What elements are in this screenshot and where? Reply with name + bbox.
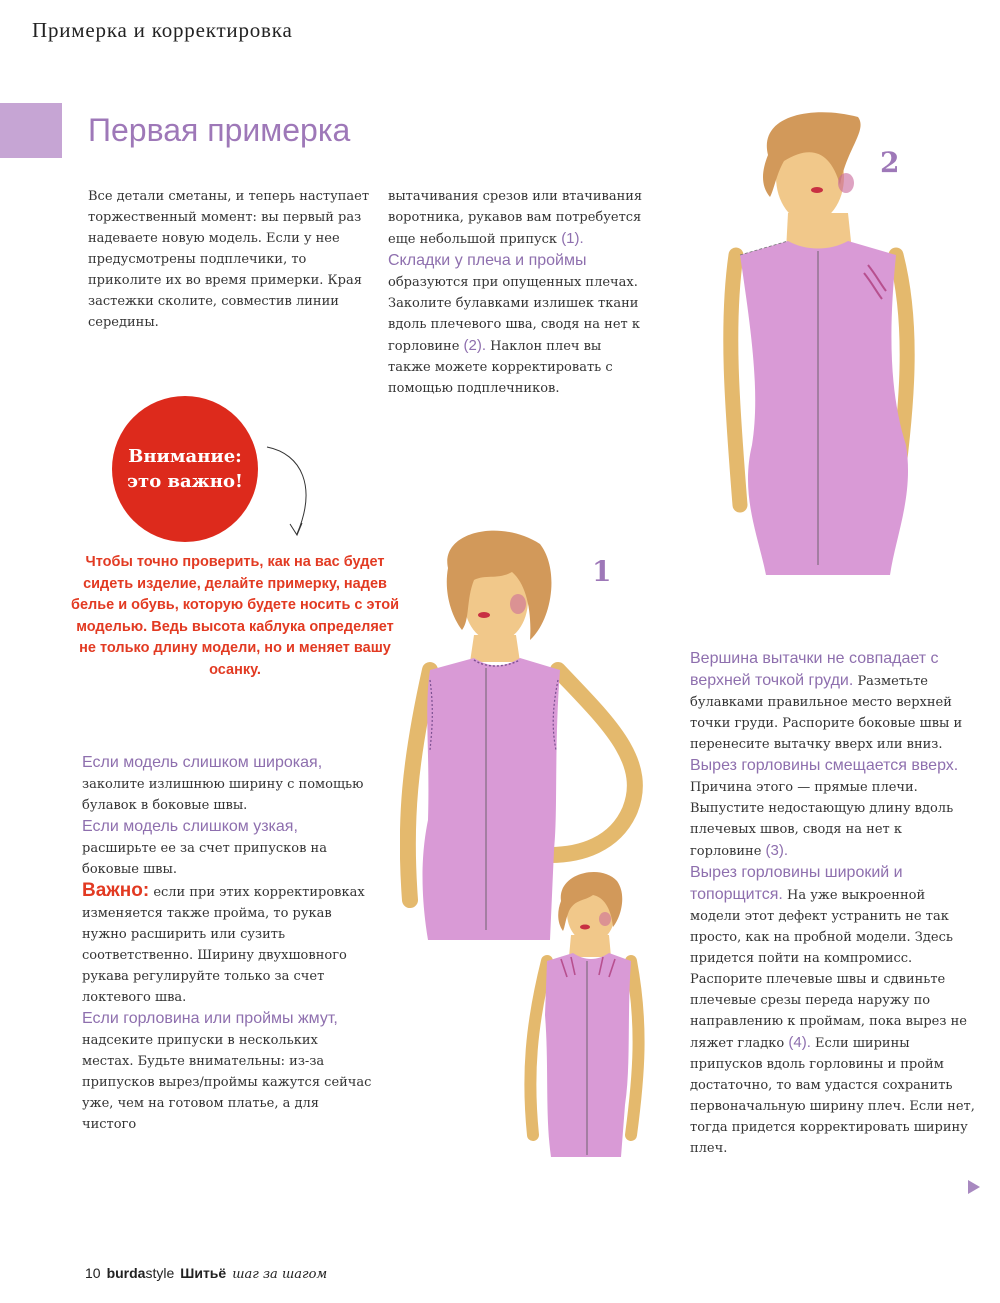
page-number: 10 [85, 1265, 101, 1281]
series-script: шаг за шагом [232, 1267, 328, 1282]
neckline-shift-paragraph [690, 755, 975, 862]
wide-neckline-heading: Вырез горловины широкий и топорщится. [690, 864, 903, 903]
ref-2: (2). [463, 337, 487, 354]
col2-text-2a: образуются при опущенных плечах. Заколите булавками излишек ткани вдоль плечевого шва, сводя на нет к горловине [388, 275, 640, 354]
page-footer [85, 1265, 327, 1282]
col2-text-2b: Наклон плеч вы также можете корректировать с помощью подплечников. [388, 339, 613, 396]
wide-neckline-paragraph [690, 862, 975, 1159]
neckline-shift-text: Причина этого — прямые плечи. Выпустите недостающую длину вдоль плечевых швов, сводя на нет к горловине [690, 780, 954, 859]
badge-line-1: Внимание: [128, 446, 242, 467]
attention-badge [112, 396, 258, 542]
intro-paragraph [88, 186, 370, 333]
shoulder-fold-heading: Складки у плеча и проймы [388, 252, 587, 269]
column-2 [388, 186, 648, 399]
dart-apex-text: Разметьте булавками правильное место верхней точки груди. Распорите боковые швы и перенесите вытачку вверх или вниз. [690, 674, 963, 752]
too-narrow-heading: Если модель слишком узкая, [82, 818, 298, 835]
wide-neckline-text-a: На уже выкроенной модели этот дефект устранить не так просто, как на пробной модели. Здесь придется пойти на компромисс. Распорите плечевые швы и сдвиньте плечевые срезы переда наружу по направлению к проймам, пока вырез не ляжет гладко [690, 888, 967, 1051]
intro-text: Все детали сметаны, и теперь наступает торжественный момент: вы первый раз надеваете новую модель. Если у нее предусмотрены подплечики, то приколите их во время примерки. Края застежки сколите, совместив линии середины. [88, 189, 370, 330]
figure-2-number: 2 [880, 146, 900, 179]
too-narrow-text: расширьте ее за счет припусков на боковые швы. [82, 841, 327, 877]
page-title: Первая примерка [88, 112, 351, 148]
figure-1-number: 1 [592, 555, 612, 588]
figure-3-illustration [505, 865, 665, 1165]
series-name: Шитьё [180, 1265, 227, 1281]
dart-apex-heading: Вершина вытачки не совпадает с верхней точкой груди. [690, 650, 939, 689]
right-column [690, 648, 975, 1159]
wide-neckline-text-b: Если ширины припусков вдоль горловины и пройм достаточно, то вам удастся сохранить первоначальную ширину плеч. Если нет, тогда придется корректировать ширину плеч. [690, 1036, 975, 1156]
too-narrow-paragraph [82, 816, 372, 880]
dart-apex-paragraph [690, 648, 975, 755]
section-tab [0, 103, 62, 158]
next-page-arrow-icon[interactable] [968, 1180, 980, 1194]
running-head: Примерка и корректировка [32, 18, 293, 42]
too-wide-text: заколите излишнюю ширину с помощью булавок в боковые швы. [82, 777, 364, 813]
tight-neckline-paragraph [82, 1008, 372, 1135]
ref-1: (1). [561, 230, 584, 247]
col2-paragraph-2 [388, 250, 648, 399]
left-column [82, 752, 372, 1135]
ref-4: (4). [788, 1034, 811, 1051]
brand-logo: burdastyle [106, 1265, 175, 1281]
too-wide-heading: Если модель слишком широкая, [82, 754, 323, 771]
fitting-tip: Чтобы точно проверить, как на вас будет сидеть изделие, делайте примерку, надев белье и обувь, которую будете носить с этой моделью. Ведь высота каблука определяет не только длину модели, но и меняет вашу осанку. [71, 554, 399, 678]
important-paragraph [82, 880, 372, 1008]
tight-neckline-heading: Если горловина или проймы жмут, [82, 1010, 338, 1027]
curved-arrow-icon [262, 442, 322, 542]
badge-line-2: это важно! [127, 471, 243, 492]
neckline-shift-heading: Вырез горловины смещается вверх. [690, 757, 959, 774]
too-wide-paragraph [82, 752, 372, 816]
tight-neckline-text: надсеките припуски в нескольких местах. Будьте внимательны: из-за припусков вырез/проймы кажутся сейчас уже, чем на готовом платье, а для чистого [82, 1033, 372, 1132]
col2-text-1: вытачивания срезов или втачивания воротника, рукавов вам потребуется еще небольшой припуск [388, 189, 643, 247]
important-text: если при этих корректировках изменяется также пройма, то рукав нужно расширить или сузить соответственно. Ширину двухшовного рукава регулируйте только за счет локтевого шва. [82, 885, 365, 1005]
ref-3: (3). [765, 842, 789, 859]
important-label: Важно: [82, 880, 150, 901]
col2-paragraph-1 [388, 186, 648, 250]
